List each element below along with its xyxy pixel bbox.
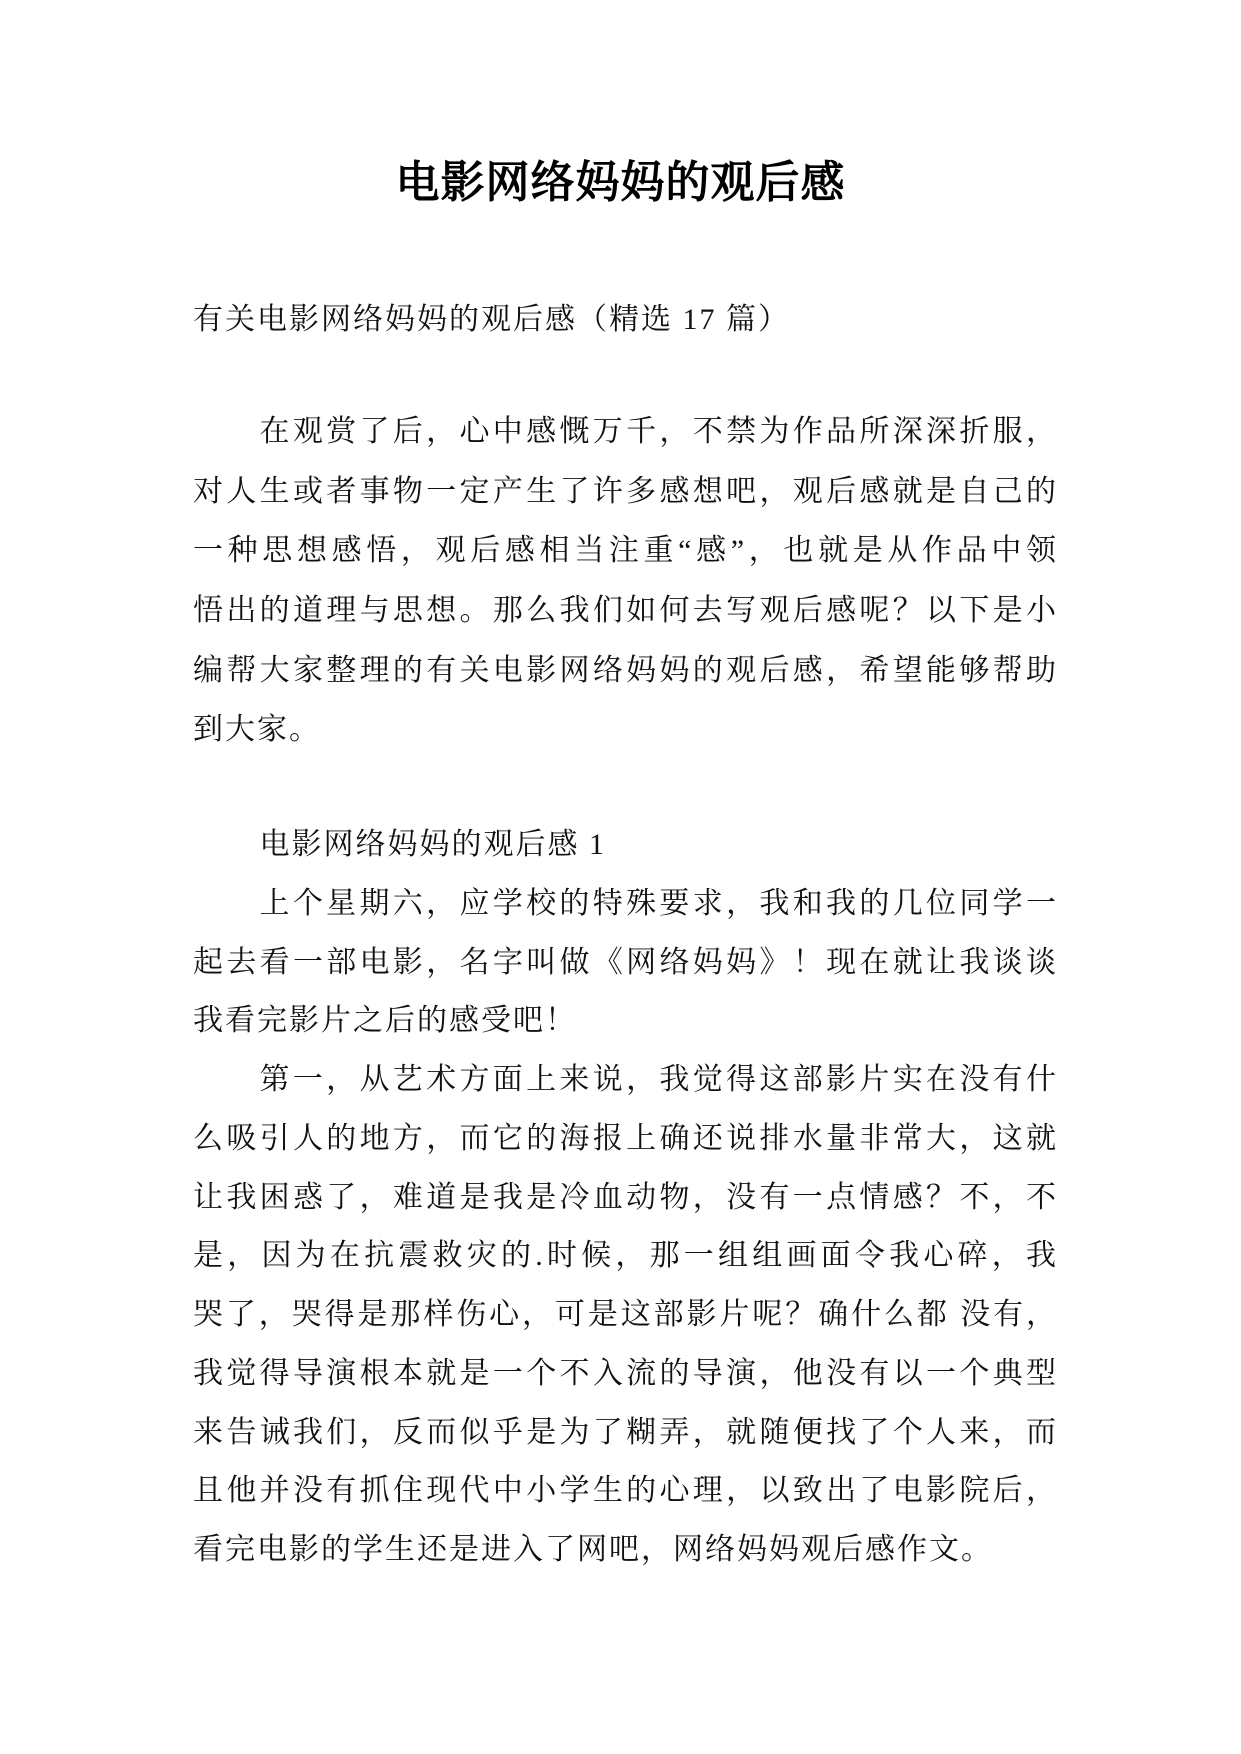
paragraph-line: 我看完影片之后的感受吧！: [193, 1004, 577, 1038]
paragraph-line: 编帮大家整理的有关电影网络妈妈的观后感，希望能够帮助: [193, 653, 1058, 687]
paragraph-line: 到大家。: [193, 713, 321, 747]
paragraph-line: 在观赏了后，心中感慨万千，不禁为作品所深深折服，: [259, 415, 1058, 448]
document-title: 电影网络妈妈的观后感: [395, 158, 846, 207]
paragraph-line: 看完电影的学生还是进入了网吧，网络妈妈观后感作文。: [193, 1533, 993, 1566]
paragraph-line: 我觉得导演根本就是一个不入流的导演，他没有以一个典型: [193, 1356, 1058, 1390]
paragraph-line: 起去看一部电影，名字叫做《网络妈妈》！现在就让我谈谈: [193, 945, 1058, 979]
essay-section-1: [193, 816, 1058, 1580]
section-heading: 电影网络妈妈的观后感 1: [259, 828, 606, 861]
paragraph-line: 么吸引人的地方，而它的海报上确还说排水量非常大，这就: [193, 1121, 1058, 1155]
paragraph-line: 悟出的道理与思想。那么我们如何去写观后感呢？以下是小: [193, 594, 1058, 628]
section-paragraph-1: [193, 875, 1058, 1051]
paragraph-line: 且他并没有抓住现代中小学生的心理，以致出了电影院后，: [193, 1474, 1058, 1508]
document-subtitle: 有关电影网络妈妈的观后感（精选 17 篇）: [193, 303, 790, 336]
paragraph-line: 上个星期六，应学校的特殊要求，我和我的几位同学一: [259, 886, 1058, 920]
paragraph-line: 是，因为在抗震救灾的.时候，那一组组画面令我心碎，我: [193, 1239, 1058, 1273]
paragraph-line: 对人生或者事物一定产生了许多感想吧，观后感就是自己的: [193, 474, 1058, 508]
section-paragraph-2: [193, 1051, 1058, 1580]
paragraph-line: 让我困惑了，难道是我是冷血动物，没有一点情感？不，不: [193, 1180, 1058, 1214]
paragraph-line: 一种思想感悟，观后感相当注重“感”，也就是从作品中领: [193, 534, 1058, 568]
paragraph-line: 来告诫我们，反而似乎是为了糊弄，就随便找了个人来，而: [193, 1415, 1058, 1449]
paragraph-line: 第一，从艺术方面上来说，我觉得这部影片实在没有什: [259, 1063, 1058, 1096]
intro-paragraph: [193, 402, 1058, 760]
paragraph-line: 哭了，哭得是那样伤心，可是这部影片呢？确什么都 没有，: [193, 1298, 1058, 1331]
